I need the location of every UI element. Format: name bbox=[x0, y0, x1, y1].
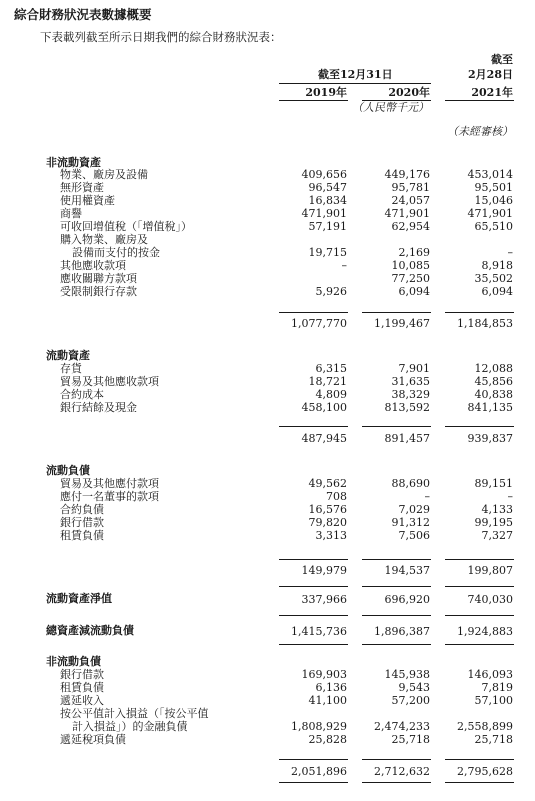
cell-2021: 6,094 bbox=[481, 285, 513, 298]
total-2019: 149,979 bbox=[301, 564, 347, 577]
cell-2019: 1,808,929 bbox=[291, 720, 347, 733]
cell-2020: 7,901 bbox=[398, 362, 430, 375]
cell-2020: 77,250 bbox=[391, 272, 430, 285]
row-label: 無形資產 bbox=[60, 181, 104, 194]
cell-2021: 7,327 bbox=[481, 529, 513, 542]
cell-2019: 41,100 bbox=[308, 694, 347, 707]
header-col3-line1: 截至 bbox=[491, 53, 513, 66]
talcl-2019: 1,415,736 bbox=[291, 625, 347, 638]
row-label: 合約成本 bbox=[60, 388, 104, 401]
cell-2019: 409,656 bbox=[301, 168, 347, 181]
cell-2020: 7,029 bbox=[398, 503, 430, 516]
header-group-underline bbox=[279, 83, 431, 84]
cell-2019: 57,191 bbox=[308, 220, 347, 233]
cell-2020: 62,954 bbox=[391, 220, 430, 233]
row-label: 銀行結餘及現金 bbox=[60, 401, 137, 414]
total-2019: 2,051,896 bbox=[291, 765, 347, 778]
cell-2020: 2,474,233 bbox=[374, 720, 430, 733]
subtotal-rule bbox=[279, 559, 348, 560]
row-label: 設備而支付的按金 bbox=[72, 246, 160, 259]
total-2021: 939,837 bbox=[467, 432, 513, 445]
total-2020: 194,537 bbox=[384, 564, 430, 577]
cell-2019: 16,834 bbox=[308, 194, 347, 207]
cell-2019: 6,136 bbox=[315, 681, 347, 694]
section-heading-current-liabilities: 流動負債 bbox=[46, 464, 90, 477]
header-year-2020: 2020年 bbox=[388, 86, 430, 99]
cell-2019: 4,809 bbox=[315, 388, 347, 401]
cell-2021: 65,510 bbox=[474, 220, 513, 233]
cell-2019: 471,901 bbox=[301, 207, 347, 220]
cell-2021: 35,502 bbox=[474, 272, 513, 285]
subtotal-rule bbox=[362, 312, 431, 313]
row-label: 其他應收款項 bbox=[60, 259, 126, 272]
unit-label: （人民幣千元） bbox=[352, 101, 429, 114]
row-label: 貿易及其他應收款項 bbox=[60, 375, 159, 388]
cell-2020: 813,592 bbox=[384, 401, 430, 414]
total-2020: 891,457 bbox=[384, 432, 430, 445]
subtotal-rule bbox=[362, 559, 431, 560]
cell-2020: 91,312 bbox=[391, 516, 430, 529]
total-rule bbox=[279, 782, 348, 783]
cell-2020: 2,169 bbox=[398, 246, 430, 259]
cell-2020: 57,200 bbox=[391, 694, 430, 707]
section-rule bbox=[362, 615, 431, 616]
row-label: 應付一名董事的款項 bbox=[60, 490, 159, 503]
cell-2020: 7,506 bbox=[398, 529, 430, 542]
total-2019: 487,945 bbox=[301, 432, 347, 445]
net-current-2019: 337,966 bbox=[301, 593, 347, 606]
section-heading-total-assets-less-cl: 總資產減流動負債 bbox=[46, 624, 134, 637]
row-label: 受限制銀行存款 bbox=[60, 285, 137, 298]
cell-2019: 6,315 bbox=[315, 362, 347, 375]
subtotal-rule bbox=[279, 312, 348, 313]
row-label: 銀行借款 bbox=[60, 516, 104, 529]
row-label: 租賃負債 bbox=[60, 681, 104, 694]
cell-2021: 2,558,899 bbox=[457, 720, 513, 733]
section-rule bbox=[445, 644, 514, 645]
cell-2021: 15,046 bbox=[474, 194, 513, 207]
cell-2019: 25,828 bbox=[308, 733, 347, 746]
total-2020: 1,199,467 bbox=[374, 317, 430, 330]
cell-2019: – bbox=[341, 259, 347, 272]
cell-2020: 449,176 bbox=[384, 168, 430, 181]
cell-2021: 146,093 bbox=[467, 668, 513, 681]
cell-2019: 708 bbox=[326, 490, 347, 503]
row-label: 銀行借款 bbox=[60, 668, 104, 681]
talcl-2021: 1,924,883 bbox=[457, 625, 513, 638]
row-label: 貿易及其他應付款項 bbox=[60, 477, 159, 490]
cell-2019: 96,547 bbox=[308, 181, 347, 194]
row-label: 可收回增值稅（「增值稅」） bbox=[60, 220, 192, 233]
cell-2021: – bbox=[507, 246, 513, 259]
header-year-2021: 2021年 bbox=[471, 86, 513, 99]
cell-2020: 88,690 bbox=[391, 477, 430, 490]
cell-2020: 471,901 bbox=[384, 207, 430, 220]
row-label: 商譽 bbox=[60, 207, 82, 220]
cell-2021: 25,718 bbox=[474, 733, 513, 746]
unaudited-label: （未經審核） bbox=[447, 125, 513, 138]
cell-2021: 45,856 bbox=[474, 375, 513, 388]
cell-2020: 9,543 bbox=[398, 681, 430, 694]
cell-2020: 24,057 bbox=[391, 194, 430, 207]
total-rule bbox=[445, 782, 514, 783]
section-rule bbox=[362, 586, 431, 587]
cell-2021: 471,901 bbox=[467, 207, 513, 220]
header-rule-2021 bbox=[445, 100, 514, 101]
section-heading-non-current-liabilities: 非流動負債 bbox=[46, 655, 101, 668]
row-label: 購入物業、廠房及 bbox=[60, 233, 148, 246]
cell-2021: 57,100 bbox=[474, 694, 513, 707]
row-label: 計入損益」）的金融負債 bbox=[72, 720, 188, 733]
cell-2019: 18,721 bbox=[308, 375, 347, 388]
intro-text: 下表載列截至所示日期我們的綜合財務狀況表： bbox=[40, 30, 282, 44]
row-label: 遞延收入 bbox=[60, 694, 104, 707]
section-heading-net-current-assets: 流動資產淨值 bbox=[46, 592, 112, 605]
total-2021: 2,795,628 bbox=[457, 765, 513, 778]
row-label: 租賃負債 bbox=[60, 529, 104, 542]
section-heading-non-current-assets: 非流動資產 bbox=[46, 156, 101, 169]
cell-2020: 38,329 bbox=[391, 388, 430, 401]
total-rule bbox=[362, 782, 431, 783]
subtotal-rule bbox=[445, 312, 514, 313]
cell-2019: 169,903 bbox=[301, 668, 347, 681]
net-current-2020: 696,920 bbox=[384, 593, 430, 606]
section-rule bbox=[445, 615, 514, 616]
section-rule bbox=[279, 586, 348, 587]
net-current-2021: 740,030 bbox=[467, 593, 513, 606]
section-rule bbox=[362, 644, 431, 645]
subtotal-rule bbox=[445, 759, 514, 760]
total-2021: 199,807 bbox=[467, 564, 513, 577]
subtotal-rule bbox=[279, 759, 348, 760]
cell-2019: 5,926 bbox=[315, 285, 347, 298]
cell-2020: 25,718 bbox=[391, 733, 430, 746]
cell-2021: – bbox=[507, 490, 513, 503]
row-label: 按公平值計入損益（「按公平值 bbox=[60, 707, 209, 720]
subtotal-rule bbox=[445, 426, 514, 427]
section-rule bbox=[279, 644, 348, 645]
cell-2020: 31,635 bbox=[391, 375, 430, 388]
row-label: 物業、廠房及設備 bbox=[60, 168, 148, 181]
cell-2021: 453,014 bbox=[467, 168, 513, 181]
cell-2020: 95,781 bbox=[391, 181, 430, 194]
subtotal-rule bbox=[362, 759, 431, 760]
cell-2021: 99,195 bbox=[474, 516, 513, 529]
section-rule bbox=[279, 615, 348, 616]
cell-2021: 95,501 bbox=[474, 181, 513, 194]
row-label: 使用權資產 bbox=[60, 194, 115, 207]
cell-2020: – bbox=[424, 490, 430, 503]
cell-2020: 145,938 bbox=[384, 668, 430, 681]
subtotal-rule bbox=[279, 426, 348, 427]
header-col3-line2: 2月28日 bbox=[468, 68, 513, 81]
row-label: 應收關聯方款項 bbox=[60, 272, 137, 285]
total-2020: 2,712,632 bbox=[374, 765, 430, 778]
header-rule-2019 bbox=[279, 100, 348, 101]
subtotal-rule bbox=[445, 559, 514, 560]
page-title: 綜合財務狀況表數據概要 bbox=[14, 7, 152, 22]
total-2019: 1,077,770 bbox=[291, 317, 347, 330]
cell-2021: 12,088 bbox=[474, 362, 513, 375]
cell-2019: 49,562 bbox=[308, 477, 347, 490]
section-rule bbox=[445, 586, 514, 587]
cell-2021: 40,838 bbox=[474, 388, 513, 401]
cell-2019: 19,715 bbox=[308, 246, 347, 259]
cell-2019: 458,100 bbox=[301, 401, 347, 414]
header-group-label: 截至12月31日 bbox=[318, 68, 393, 81]
cell-2021: 7,819 bbox=[481, 681, 513, 694]
cell-2019: 79,820 bbox=[308, 516, 347, 529]
cell-2021: 8,918 bbox=[481, 259, 513, 272]
cell-2020: 10,085 bbox=[391, 259, 430, 272]
row-label: 存貨 bbox=[60, 362, 82, 375]
cell-2019: 16,576 bbox=[308, 503, 347, 516]
total-2021: 1,184,853 bbox=[457, 317, 513, 330]
row-label: 合約負債 bbox=[60, 503, 104, 516]
section-heading-current-assets: 流動資產 bbox=[46, 349, 90, 362]
talcl-2020: 1,896,387 bbox=[374, 625, 430, 638]
cell-2020: 6,094 bbox=[398, 285, 430, 298]
header-year-2019: 2019年 bbox=[305, 86, 347, 99]
cell-2021: 841,135 bbox=[467, 401, 513, 414]
cell-2019: 3,313 bbox=[315, 529, 347, 542]
cell-2021: 89,151 bbox=[474, 477, 513, 490]
subtotal-rule bbox=[362, 426, 431, 427]
cell-2021: 4,133 bbox=[481, 503, 513, 516]
row-label: 遞延稅項負債 bbox=[60, 733, 126, 746]
